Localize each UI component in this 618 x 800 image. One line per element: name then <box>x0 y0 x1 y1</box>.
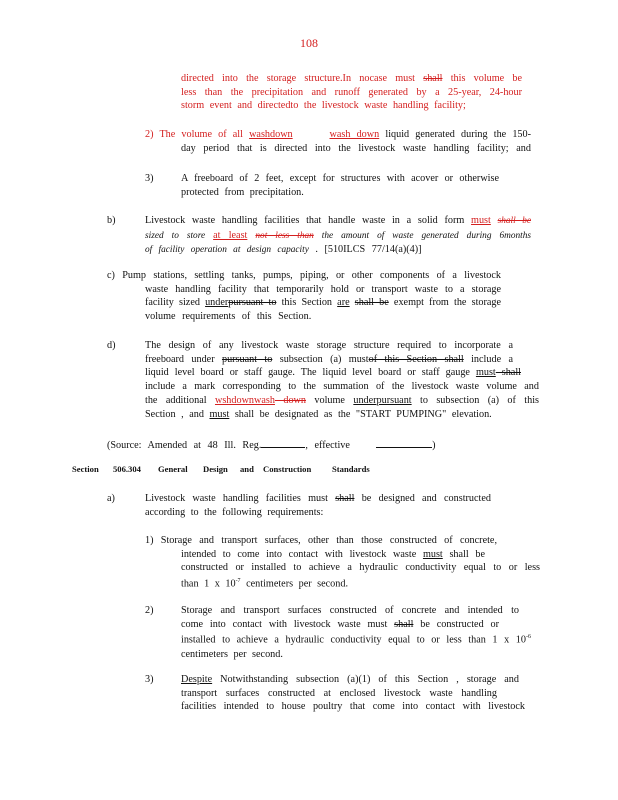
text-line: centimeters per second. <box>181 648 283 660</box>
text-line: constructed or installed to achieve a hydraulic conductivity equal to or less <box>181 562 540 574</box>
text-line: installed to achieve a hydraulic conductivity equal to or less than 1 x $10^{-6}$ <box>181 634 531 646</box>
text-line: 1) Storage and transport surfaces, other than those constructed of concrete, <box>145 535 497 546</box>
text-line: The design of any livestock waste storage structure required to incorporate a <box>145 340 513 351</box>
item-b-label: b) <box>107 215 116 226</box>
text-line: volume requirements of this Section. <box>145 311 312 323</box>
text-line: according to the following requirements: <box>145 506 324 518</box>
text-line: than 1 x $10^{-7}$ centimeters per second. <box>181 578 349 590</box>
text-line: Livestock waste handling facilities that handle waste in a solid form must shall be <box>145 215 531 226</box>
text-line: facilities intended to house poultry that come into contact with livestock <box>181 701 525 713</box>
section-title-word: General <box>158 464 188 474</box>
text-line: day period that is directed into the livestock waste handling facility; and <box>181 142 531 154</box>
page-number: 108 <box>300 36 318 50</box>
section-title-word: Design <box>203 464 228 474</box>
text-line: include a mark corresponding to the summation of the livestock waste volume and <box>145 381 539 393</box>
item-3 <box>181 172 499 199</box>
item-a-label: a) <box>107 493 115 504</box>
text-line: less than the precipitation and runoff generated by a 25-year, 24-hour <box>181 86 522 98</box>
text-line: waste handling facility that temporarily hold or transport waste to a storage <box>145 283 501 295</box>
section-title-word: Standards <box>332 464 370 474</box>
item-2 <box>145 128 531 155</box>
text-line: c) Pump stations, settling tanks, pumps, piping, or other components of a livestock <box>107 270 501 281</box>
text-line: directed into the storage structure.In nocase must shall this volume be <box>181 73 523 84</box>
item-a3-label: 3) <box>145 674 154 685</box>
text-line: intended to come into contact with livestock waste must shall be <box>181 548 486 560</box>
text-line: A freeboard of 2 feet, except for structures with acover or otherwise <box>181 173 499 184</box>
text-line: storm event and directedto the livestock waste handling facility; <box>181 100 466 112</box>
item-a2-label: 2) <box>145 605 154 616</box>
item-b <box>145 214 531 258</box>
section-title-word: Construction <box>263 464 312 474</box>
item-a <box>145 492 491 519</box>
item-c <box>107 269 501 324</box>
text-line: sized to store at least not less than the amount of waste generated during 6months <box>145 229 531 241</box>
item-d-label: d) <box>107 340 116 351</box>
text-line: Storage and transport surfaces constructed of concrete and intended to <box>181 605 519 616</box>
continuation-paragraph <box>181 72 522 113</box>
text-line: facility sized underpursuant to this Section are shall be exempt from the storage <box>145 297 502 309</box>
source-note: (Source: Amended at 48 Ill. Reg. , effective ) <box>107 437 447 453</box>
text-line: liquid level board or staff gauge. The liquid level board or staff gauge must shall <box>145 367 521 379</box>
item-a3 <box>181 673 525 714</box>
text-line: come into contact with livestock waste must shall be constructed or <box>181 618 500 630</box>
section-number: 506.304 <box>113 464 141 474</box>
text-line: protected from precipitation. <box>181 186 304 198</box>
item-3-label: 3) <box>145 173 154 184</box>
text-line: of facility operation at design capacity . [510ILCS 77/14(a)(4)] <box>145 244 422 256</box>
item-a1 <box>145 534 540 591</box>
section-title-word: and <box>240 464 254 474</box>
text-line: 2) The volume of all washdown wash down liquid generated during the 150- <box>145 129 531 140</box>
text-line: the additional wshdownwash down volume underpursuant to subsection (a) of this <box>145 394 540 406</box>
item-d <box>145 339 539 421</box>
text-line: Section , and must shall be designated as the "START PUMPING" elevation. <box>145 408 492 420</box>
section-label: Section <box>72 464 99 474</box>
item-a2 <box>181 604 531 661</box>
text-line: Livestock waste handling facilities must shall be designed and constructed <box>145 493 491 504</box>
text-line: transport surfaces constructed at enclosed livestock waste handling <box>181 687 497 699</box>
text-line: freeboard under pursuant to subsection (a) mustof this Section shall include a <box>145 353 513 365</box>
text-line: Despite Notwithstanding subsection (a)(1) of this Section , storage and <box>181 674 519 685</box>
